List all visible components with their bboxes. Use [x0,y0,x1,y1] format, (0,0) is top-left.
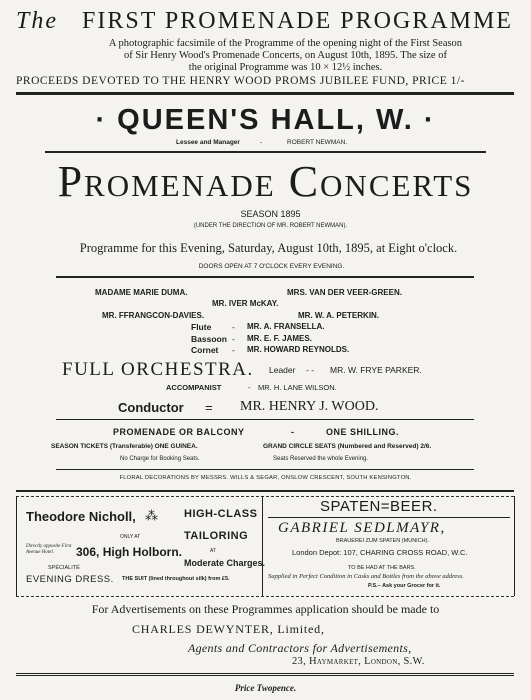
accompanist-label: ACCOMPANIST [166,383,222,392]
spaten-beer: SPATEN=BEER. [320,498,438,515]
tailoring: TAILORING [184,530,249,542]
footer-divider [16,673,514,676]
london-depot: London Depot: 107, CHARING CROSS ROAD, W.C. [292,548,468,557]
leader-name: MR. W. FRYE PARKER. [330,365,422,375]
suit-price: THE SUIT (lined throughout silk) from £5. [122,576,230,582]
page-title: FIRST PROMENADE PROGRAMME [82,8,513,34]
admission-divider [56,469,474,470]
adverts-line: For Advertisements on these Programmes application should be made to [91,602,440,616]
instrument-bassoon: Bassoon [191,334,227,344]
promenade-balcony: PROMENADE OR BALCONY [113,427,245,437]
instrument-bassoon-sep: - [232,334,235,344]
season-label: SEASON 1895 [240,209,301,219]
player-fransella: MR. A. FRANSELLA. [247,322,325,331]
at-label: AT [210,548,217,554]
supplied-note: Supplied in Perfect Condition in Casks and Bottles from the above address. [268,573,464,580]
full-orchestra: FULL ORCHESTRA. [62,359,254,380]
concerts-divider [56,276,474,278]
seats-reserved-note: Seats Reserved the whole Evening. [273,456,369,462]
gabriel-sedlmayr: GABRIEL SEDLMAYR, [278,520,446,536]
promenade-sep: - [291,427,294,437]
nicholl-flourish-icon: ⁂ [145,508,158,523]
ads-middle-border [262,496,263,596]
concerts-title: Promenade Concerts [57,157,474,206]
haymarket-line: 23, Haymarket, London, S.W. [292,656,425,667]
conductor-label: Conductor [118,400,184,415]
programme-line: Programme for this Evening, Saturday, August 10th, 1895, at Eight o'clock. [79,241,458,255]
header-divider [16,92,514,95]
proceeds-line: PROCEEDS DEVOTED TO THE HENRY WOOD PROMS JUBILEE FUND, PRICE 1/- [16,75,465,87]
dewynter-company: CHARLES DEWYNTER, Limited, [132,622,325,636]
ads-dashed-top [16,496,514,497]
floral-note: FLORAL DECORATIONS BY MESSRS. WILLS & SEGAR, ONSLOW CRESCENT, SOUTH KENSINGTON. [119,475,412,481]
performer-mckay: MR. IVER McKAY. [212,299,279,308]
lessee-sep: - [260,139,263,146]
accompanist-name: MR. H. LANE WILSON. [258,383,337,392]
price-twopence: Price Twopence. [234,683,297,693]
moderate-charges: Moderate Charges. [184,558,266,568]
grand-circle: GRAND CIRCLE SEATS (Numbered and Reserved) 2/6. [263,443,432,450]
ads-right-border [514,496,515,596]
hall-divider [45,151,486,153]
conductor-name: MR. HENRY J. WOOD. [240,399,379,414]
instrument-cornet: Cornet [191,345,219,355]
leader-label: Leader [269,365,296,375]
facsimile-note-line1: A photographic facsimile of the Programme of the opening night of the First Season [108,38,463,49]
performer-ffrangcon-davies: MR. FFRANGCON-DAVIES. [102,311,205,320]
player-reynolds: MR. HOWARD REYNOLDS. [247,345,350,354]
ads-left-border [16,496,17,596]
facsimile-note-line3: the original Programme was 10 × 12½ inches. [188,62,383,73]
the-label: The [16,8,58,34]
to-be-had: TO BE HAD AT THE BARS. [348,565,416,571]
lessee-name: ROBERT NEWMAN. [287,139,348,146]
performer-peterkin: MR. W. A. PETERKIN. [298,311,380,320]
performers-divider [56,419,474,420]
high-class: HIGH-CLASS [184,508,258,520]
leader-sep: - - [306,365,315,375]
season-tickets: SEASON TICKETS (Transferable) ONE GUINEA. [51,443,198,450]
performer-duma: MADAME MARIE DUMA. [95,288,188,297]
hall-name: · QUEEN'S HALL, W. · [95,104,436,136]
ads-dashed-bottom [16,596,514,597]
no-charge-note: No Charge for Booking Seats. [120,456,200,462]
doors-note: DOORS OPEN AT 7 O'CLOCK EVERY EVENING. [198,263,345,270]
nicholl-address: 306, High Holborn. [76,545,183,559]
conductor-sep: = [205,400,213,415]
agents-line: Agents and Contractors for Advertisements, [188,641,412,655]
instrument-flute-sep: - [232,322,235,332]
ads-top-divider [16,490,514,492]
performer-veer-green: MRS. VAN DER VEER-GREEN. [287,288,402,297]
facsimile-note-line2: of Sir Henry Wood's Promenade Concerts, on August 10th, 1895. The size of [124,50,447,61]
instrument-flute: Flute [191,322,212,332]
directly-opposite: Directly opposite First Avenue Hotel. [26,544,72,555]
player-james: MR. E. F. JAMES. [247,334,312,343]
only-at: ONLY AT [120,534,141,540]
nicholl-name: Theodore Nicholl, [26,509,136,524]
instrument-cornet-sep: - [232,345,235,355]
accompanist-sep: - [248,383,251,392]
lessee-label: Lessee and Manager [176,139,240,146]
promenade-price: ONE SHILLING. [326,427,400,437]
specialite-label: SPÉCIALITÉ [48,565,80,571]
grocer-note: P.S.– Ask your Grocer for it. [368,583,441,589]
brauerei: BRAUEREI ZUM SPATEN (MUNICH). [336,538,429,544]
evening-dress: EVENING DRESS. [26,574,114,585]
direction-note: (UNDER THE DIRECTION OF MR. ROBERT NEWMAN). [193,223,348,229]
spaten-underline [268,517,510,518]
